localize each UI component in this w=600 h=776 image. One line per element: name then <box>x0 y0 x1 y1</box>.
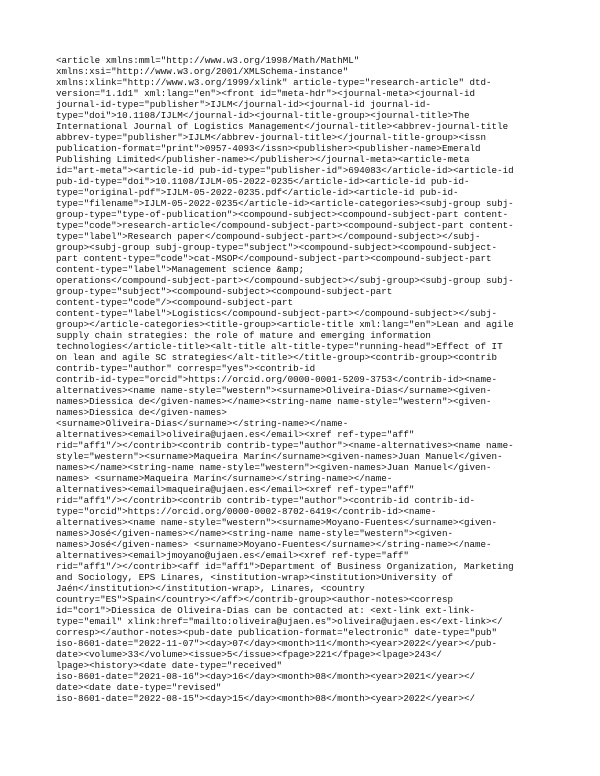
xml-text-line: names>José</given-names> <surname>Moyano-Fuentes</surname></string-name></name- <box>56 539 492 550</box>
xml-text-line: corresp></author-notes><pub-date publication-format="electronic" date-type="pub" <box>56 627 498 638</box>
xml-text-line: id="cor1">Diessica de Oliveira-Dias can be contacted at: <ext-link ext-link- <box>56 605 476 616</box>
xml-text-line: on lean and agile SC strategies</alt-title></title-group><contrib-group><contrib <box>56 352 498 363</box>
xml-text-line: names>Diessica de</given-names> <box>56 407 227 418</box>
xml-text-line: iso-8601-date="2021-08-16"><day>16</day><month>08</month><year>2021</year></ <box>56 671 476 682</box>
xml-text-line: Publishing Limited</publisher-name></publisher></journal-meta><article-meta <box>56 154 470 165</box>
xml-text-line: type="code">research-article</compound-subject-part><compound-subject-part content- <box>56 220 514 231</box>
xml-text-line: group-type="subject"><compound-subject><compound-subject-part <box>56 286 393 297</box>
xml-text-line: group-type="type-of-publication"><compound-subject><compound-subject-part content- <box>56 209 509 220</box>
xml-source-text <box>56 55 586 704</box>
xml-text-line: <article xmlns:mml="http://www.w3.org/1998/Math/MathML" <box>56 55 360 66</box>
xml-text-line: International Journal of Logistics Management</journal-title><abbrev-journal-title <box>56 121 509 132</box>
xml-text-line: rid="aff1"/></contrib><contrib contrib-type="author"><name-alternatives><name name- <box>56 440 514 451</box>
xml-text-line: type="label">Research paper</compound-subject-part></compound-subject></subj- <box>56 231 481 242</box>
xml-text-line: names> <surname>Maqueira Marín</surname></string-name></name- <box>56 473 393 484</box>
xml-text-line: publication-format="print">0957-4093</issn><publisher><publisher-name>Emerald <box>56 143 481 154</box>
xml-text-line: type="filename">IJLM-05-2022-0235</article-id><article-categories><subj-group subj- <box>56 198 514 209</box>
xml-text-line: group></article-categories><title-group><article-title xml:lang="en">Lean and agile <box>56 319 514 330</box>
xml-text-line: xmlns:xlink="http://www.w3.org/1999/xlink" article-type="research-article" dtd- <box>56 77 492 88</box>
xml-text-line: rid="aff1"/></contrib><contrib contrib-type="author"><contrib-id contrib-id- <box>56 495 476 506</box>
xml-text-line: contrib-id-type="orcid">https://orcid.org/0000-0001-5209-3753</contrib-id><name- <box>56 374 498 385</box>
xml-text-line: contrib-type="author" corresp="yes"><contrib-id <box>56 363 316 374</box>
xml-text-line: operations</compound-subject-part></compound-subject></subj-group><subj-group subj- <box>56 275 514 286</box>
xml-text-line: style="western"><surname>Maqueira Marín</surname><given-names>Juan Manuel</given- <box>56 451 503 462</box>
xml-text-line: alternatives><email>jmoyano@ujaen.es</email><xref ref-type="aff" <box>56 550 409 561</box>
xml-text-line: type="original-pdf">IJLM-05-2022-0235.pdf</article-id><article-id pub-id- <box>56 187 459 198</box>
xml-text-line: id="art-meta"><article-id pub-id-type="publisher-id">694083</article-id><article-id <box>56 165 514 176</box>
document-page <box>56 55 586 704</box>
xml-text-line: content-type="label">Logistics</compound-subject-part></compound-subject></subj- <box>56 308 498 319</box>
xml-text-line: iso-8601-date="2022-11-07"><day>07</day><month>11</month><year>2022</year></pub- <box>56 638 498 649</box>
xml-text-line: type="orcid">https://orcid.org/0000-0002-8702-6419</contrib-id><name- <box>56 506 437 517</box>
xml-text-line: alternatives><email>oliveira@ujaen.es</email><xref ref-type="aff" <box>56 429 415 440</box>
xml-text-line: alternatives><email>maqueira@ujaen.es</email><xref ref-type="aff" <box>56 484 415 495</box>
xml-text-line: date><volume>33</volume><issue>5</issue><fpage>221</fpage><lpage>243</ <box>56 649 442 660</box>
xml-text-line: content-type="code"/><compound-subject-part <box>56 297 294 308</box>
xml-text-line: names>José</given-names></name><string-name name-style="western"><given- <box>56 528 453 539</box>
xml-text-line: journal-id-type="publisher">IJLM</journal-id><journal-id journal-id- <box>56 99 431 110</box>
xml-text-line: xmlns:xsi="http://www.w3.org/2001/XMLSchema-instance" <box>56 66 349 77</box>
xml-text-line: <surname>Oliveira-Dias</surname></string-name></name- <box>56 418 349 429</box>
xml-text-line: abbrev-type="publisher">IJLM</abbrev-journal-title></journal-title-group><issn <box>56 132 487 143</box>
xml-text-line: Jaén</institution></institution-wrap>, Linares, <country <box>56 583 365 594</box>
xml-text-line: rid="aff1"/></contrib><aff id="aff1">Department of Business Organization, Marketing <box>56 561 514 572</box>
xml-text-line: type="email" xlink:href="mailto:oliveira@ujaen.es">oliveira@ujaen.es</ext-link></ <box>56 616 503 627</box>
xml-text-line: alternatives><name name-style="western"><surname>Oliveira-Dias</surname><given- <box>56 385 492 396</box>
xml-text-line: alternatives><name name-style="western"><surname>Moyano-Fuentes</surname><given- <box>56 517 498 528</box>
xml-text-line: part content-type="code">cat-MSOP</compound-subject-part><compound-subject-part <box>56 253 492 264</box>
xml-text-line: date><date date-type="revised" <box>56 682 222 693</box>
xml-text-line: names>Diessica de</given-names></name><string-name name-style="western"><given- <box>56 396 492 407</box>
xml-text-line: supply chain strategies: the role of mature and emerging information <box>56 330 431 341</box>
xml-text-line: version="1.1d1" xml:lang="en"><front id="meta-hdr"><journal-meta><journal-id <box>56 88 476 99</box>
xml-text-line: type="doi">10.1108/IJLM</journal-id><journal-title-group><journal-title>The <box>56 110 470 121</box>
xml-text-line: iso-8601-date="2022-08-15"><day>15</day><month>08</month><year>2022</year></ <box>56 693 476 704</box>
xml-text-line: and Sociology, EPS Linares, <institution-wrap><institution>University of <box>56 572 453 583</box>
xml-text-line: group><subj-group subj-group-type="subject"><compound-subject><compound-subject- <box>56 242 498 253</box>
xml-text-line: technologies</article-title><alt-title alt-title-type="running-head">Effect of IT <box>56 341 503 352</box>
xml-text-line: content-type="label">Management science &amp; <box>56 264 305 275</box>
xml-text-line: country="ES">Spain</country></aff></contrib-group><author-notes><corresp <box>56 594 453 605</box>
xml-text-line: pub-id-type="doi">10.1108/IJLM-05-2022-0235</article-id><article-id pub-id- <box>56 176 470 187</box>
xml-text-line: names></name><string-name name-style="western"><given-names>Juan Manuel</given- <box>56 462 492 473</box>
xml-text-line: lpage><history><date date-type="received" <box>56 660 283 671</box>
